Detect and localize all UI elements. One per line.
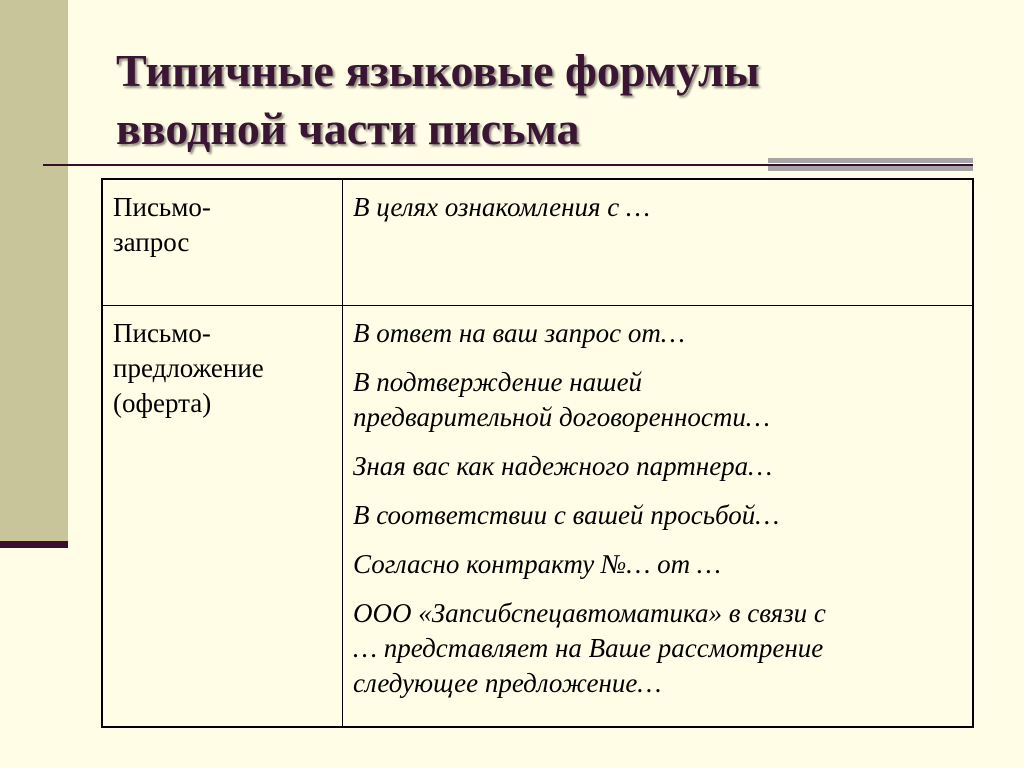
phrase-item: В соответствии с вашей просьбой…	[353, 500, 780, 530]
left-decor-line	[0, 541, 68, 548]
table-row-1-phrases-cell	[343, 180, 972, 306]
letter-type-label: Письмо- запрос	[113, 192, 211, 257]
phrase-item: Согласно контракту №… от …	[353, 549, 721, 579]
title-underline-accent	[768, 158, 973, 174]
left-decor-bar	[0, 0, 68, 541]
phrase-item: В ответ на ваш запрос от…	[353, 318, 685, 348]
table-row-2-phrases-cell	[343, 306, 972, 726]
phrase-item: В подтверждение нашей предварительной договоренности…	[353, 367, 770, 432]
phrase-item: Зная вас как надежного партнера…	[353, 451, 773, 481]
formulas-table	[101, 178, 974, 728]
table-row-2-type-cell	[103, 306, 343, 726]
letter-type-label: Письмо- предложение (оферта)	[113, 318, 264, 418]
phrase-item: В целях ознакомления с …	[353, 192, 651, 222]
slide-title: Типичные языковые формулы вводной части письма	[116, 45, 760, 154]
phrase-item: ООО «Запсибспецавтоматика» в связи с … представляет на Ваше рассмотрение следующее предложение…	[353, 598, 826, 698]
table-row-1-type-cell	[103, 180, 343, 306]
